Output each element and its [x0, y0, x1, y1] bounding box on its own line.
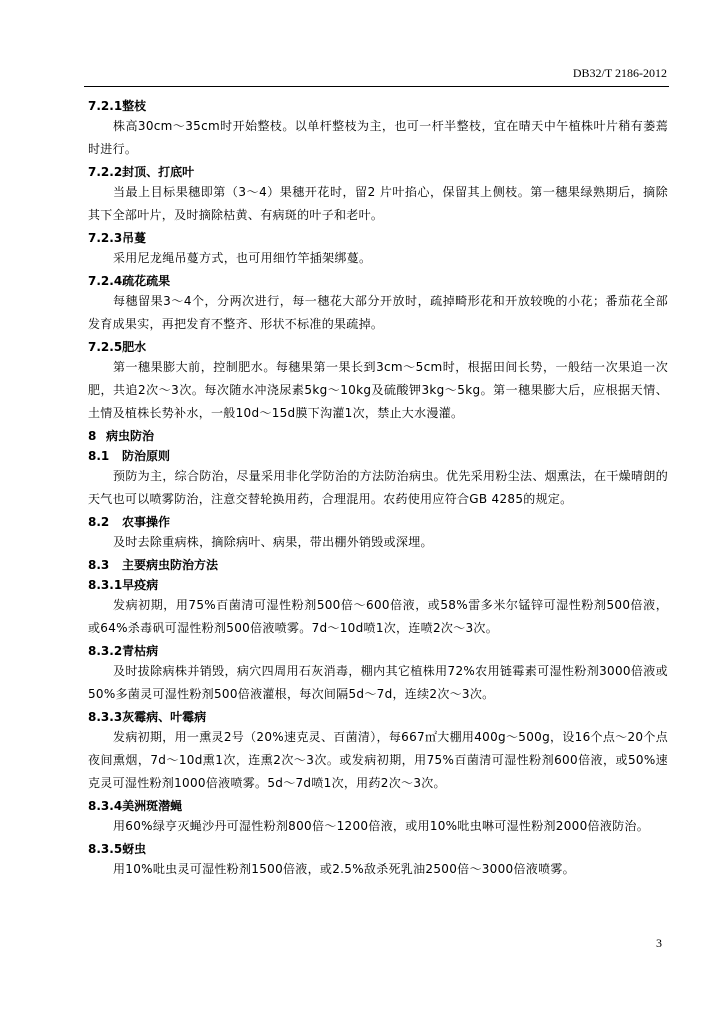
- paragraph: 当最上目标果穗即第（3～4）果穗开花时，留2 片叶掐心，保留其上侧枝。第一穗果绿熟期后，摘除其下全部叶片，及时摘除枯黄、有病斑的叶子和老叶。: [88, 185, 668, 222]
- section-title: 美洲斑潜蝇: [122, 799, 183, 813]
- section: [88, 513, 668, 554]
- section-number: 8.3.5: [88, 842, 123, 856]
- section-number: 8: [88, 429, 97, 443]
- section-heading: [88, 840, 668, 858]
- section-title: 灰霉病、叶霉病: [122, 710, 207, 724]
- section-heading: [88, 427, 668, 445]
- section: [88, 427, 668, 445]
- section-title: 早疫病: [122, 578, 159, 592]
- section-title: 肥水: [122, 340, 147, 354]
- section-number: 8.1: [88, 449, 110, 463]
- section: [88, 229, 668, 270]
- section: [88, 447, 668, 511]
- paragraph: 用10%吡虫灵可湿性粉剂1500倍液，或2.5%敌杀死乳油2500倍～3000倍液喷雾。: [113, 862, 575, 876]
- section-title: 防治原则: [122, 449, 171, 463]
- section: [88, 797, 668, 838]
- section: [88, 163, 668, 227]
- section-heading: [88, 163, 668, 181]
- section-heading: [88, 642, 668, 660]
- section-heading: [88, 272, 668, 290]
- section-number: 7.2.5: [88, 340, 123, 354]
- section-title: 吊蔓: [122, 231, 147, 245]
- section: [88, 840, 668, 881]
- section: [88, 708, 668, 795]
- section-heading: [88, 797, 668, 815]
- section-heading: [88, 708, 668, 726]
- section-heading: [88, 447, 668, 465]
- section-title: 蚜虫: [122, 842, 147, 856]
- section-heading: [88, 513, 668, 531]
- section-title: 封顶、打底叶: [122, 165, 195, 179]
- section-number: 8.3.3: [88, 710, 123, 724]
- document-body: [88, 95, 668, 881]
- section: [88, 97, 668, 161]
- document-id: DB32/T 2186-2012: [572, 66, 667, 80]
- section: [88, 556, 668, 574]
- section: [88, 272, 668, 336]
- paragraph: 第一穗果膨大前，控制肥水。每穗果第一果长到3cm～5cm时，根据田间长势，一般结一次果追一次肥，共追2次～3次。每次随水冲浇尿素5kg～10kg及硫酸钾3kg～5kg。第一穗果膨大后，应根据天情、土情及植株长势补水，一般10d～15d膜下沟灌1次，禁止大水漫灌。: [88, 360, 668, 420]
- section: [88, 642, 668, 706]
- paragraph: 用60%绿亨灭蝇沙丹可湿性粉剂800倍～1200倍液，或用10%吡虫啉可湿性粉剂2000倍液防治。: [113, 819, 650, 833]
- section-heading: [88, 338, 668, 356]
- section: [88, 576, 668, 640]
- paragraph: 发病初期，用75%百菌清可湿性粉剂500倍～600倍液，或58%雷多米尔锰锌可湿性粉剂500倍液，或64%杀毒矾可湿性粉剂500倍液喷雾。7d～10d喷1次，连喷2次～3次。: [88, 598, 668, 635]
- section-number: 7.2.4: [88, 274, 123, 288]
- section-title: 主要病虫防治方法: [122, 558, 219, 572]
- section: [88, 338, 668, 425]
- section-number: 8.2: [88, 515, 110, 529]
- paragraph: 及时拔除病株并销毁，病穴四周用石灰消毒，棚内其它植株用72%农用链霉素可湿性粉剂3000倍液或50%多菌灵可湿性粉剂500倍液灌根，每次间隔5d～7d，连续2次～3次。: [88, 664, 668, 701]
- section-title: 农事操作: [122, 515, 171, 529]
- section-number: 7.2.2: [88, 165, 123, 179]
- paragraph: 每穗留果3～4个，分两次进行，每一穗花大部分开放时，疏掉畸形花和开放较晚的小花；番茄花全部发育成果实，再把发育不整齐、形状不标准的果疏掉。: [88, 294, 668, 331]
- section-heading: [88, 576, 668, 594]
- section-number: 8.3: [88, 558, 110, 572]
- section-heading: [88, 229, 668, 247]
- paragraph: 采用尼龙绳吊蔓方式，也可用细竹竿插架绑蔓。: [113, 251, 372, 265]
- section-number: 8.3.2: [88, 644, 123, 658]
- section-title: 病虫防治: [106, 429, 155, 443]
- paragraph: 预防为主，综合防治，尽量采用非化学防治的方法防治病虫。优先采用粉尘法、烟熏法，在干燥晴朗的天气也可以喷雾防治，注意交替轮换用药，合理混用。农药使用应符合GB 4285的规定。: [88, 469, 668, 506]
- section-number: 7.2.3: [88, 231, 123, 245]
- paragraph: 及时去除重病株，摘除病叶、病果，带出棚外销毁或深埋。: [113, 535, 433, 549]
- section-heading: [88, 556, 668, 574]
- header-rule: [84, 86, 669, 87]
- section-title: 青枯病: [122, 644, 159, 658]
- section-title: 疏花疏果: [122, 274, 171, 288]
- paragraph: 株高30cm～35cm时开始整枝。以单杆整枝为主，也可一杆半整枝，宜在晴天中午植株叶片稍有萎蔫时进行。: [88, 119, 668, 156]
- section-number: 7.2.1: [88, 99, 123, 113]
- section-number: 8.3.1: [88, 578, 123, 592]
- section-heading: [88, 97, 668, 115]
- section-number: 8.3.4: [88, 799, 123, 813]
- page-number: 3: [656, 936, 662, 950]
- section-title: 整枝: [122, 99, 147, 113]
- paragraph: 发病初期，用一熏灵2号（20%速克灵、百菌清），每667㎡大棚用400g～500g，设16个点～20个点夜间熏烟，7d～10d熏1次，连熏2次～3次。或发病初期，用75%百菌清可湿性粉剂600倍液，或50%速克灵可湿性粉剂1000倍液喷雾。5d～7d喷1次，用药2次～3次。: [88, 730, 668, 790]
